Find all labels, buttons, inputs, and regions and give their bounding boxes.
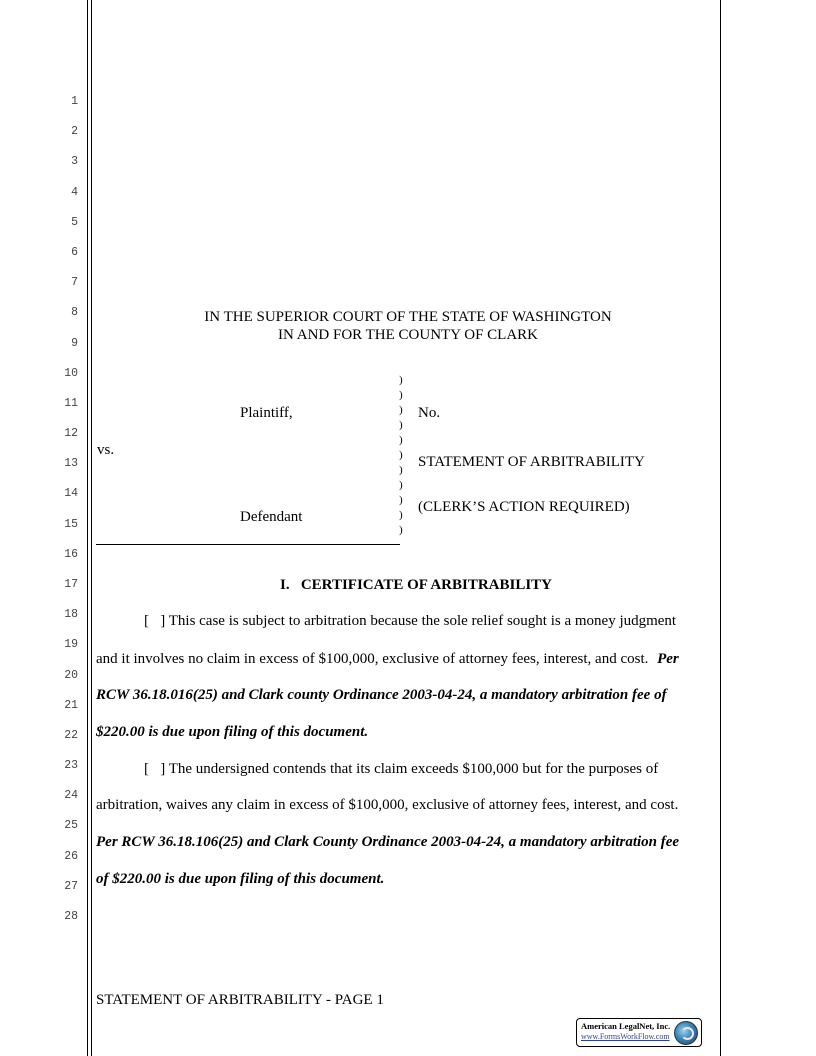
clerk-action-note: (CLERK’S ACTION REQUIRED): [418, 499, 630, 515]
caption-paren: ): [399, 479, 403, 491]
caption-paren: ): [399, 509, 403, 521]
line-number: 5: [71, 216, 78, 229]
option-1-text-line1: This case is subject to arbitration because the sole relief sought is a money judgment: [168, 613, 677, 629]
caption-paren: ): [399, 419, 403, 431]
line-number: 1: [71, 95, 78, 108]
case-number-label: No.: [418, 405, 441, 421]
court-county: IN AND FOR THE COUNTY OF CLARK: [277, 327, 539, 343]
line-number: 20: [64, 669, 78, 682]
caption-underline: [96, 544, 400, 545]
line-number: 19: [64, 638, 78, 651]
caption-paren: ): [399, 449, 403, 461]
vs-label: vs.: [97, 442, 115, 458]
page-footer: STATEMENT OF ARBITRABILITY - PAGE 1: [96, 992, 384, 1008]
option-1-fee-line4: $220.00 is due upon filing of this document.: [96, 724, 369, 740]
option-2-line2: arbitration, waives any claim in excess of $100,000, exclusive of attorney fees, interest, and cost.: [96, 797, 679, 813]
line-number: 3: [71, 155, 78, 168]
line-number: 6: [71, 246, 78, 259]
option-1-text-line2: and it involves no claim in excess of $100,000, exclusive of attorney fees, interest, and cost.: [96, 651, 649, 667]
plaintiff-label: Plaintiff,: [240, 405, 293, 421]
caption-paren: ): [399, 404, 403, 416]
option-2-fee-line4: of $220.00 is due upon filing of this document.: [96, 871, 385, 887]
line-number: 2: [71, 125, 78, 138]
american-legalnet-logo: [576, 1018, 702, 1047]
caption-paren: ): [399, 389, 403, 401]
caption-paren: ): [399, 374, 403, 386]
line-number: 11: [64, 397, 78, 410]
court-name: IN THE SUPERIOR COURT OF THE STATE OF WASHINGTON: [204, 309, 612, 325]
logo-company-name: American LegalNet, Inc.: [581, 1021, 671, 1031]
option-1-fee-per: Per: [657, 651, 679, 667]
line-number: 24: [64, 789, 78, 802]
caption-paren: ): [399, 524, 403, 536]
line-number: 27: [64, 880, 78, 893]
defendant-label: Defendant: [240, 509, 303, 525]
line-number: 15: [64, 518, 78, 531]
line-number: 18: [64, 608, 78, 621]
option-2-checkbox[interactable]: [ ]: [144, 761, 166, 777]
option-2-fee-line3: Per RCW 36.18.106(25) and Clark County Ordinance 2003-04-24, a mandatory arbitration fee: [96, 834, 680, 850]
caption-paren: ): [399, 464, 403, 476]
section-heading: I. CERTIFICATE OF ARBITRABILITY: [279, 577, 553, 593]
document-title: STATEMENT OF ARBITRABILITY: [418, 454, 645, 470]
line-number: 17: [64, 578, 78, 591]
line-number: 8: [71, 306, 78, 319]
line-number: 16: [64, 548, 78, 561]
line-number: 26: [64, 850, 78, 863]
arbitrability-option-2: [96, 760, 720, 778]
line-number: 4: [71, 186, 78, 199]
line-number: 25: [64, 819, 78, 832]
option-1-fee-line3: RCW 36.18.016(25) and Clark county Ordinance 2003-04-24, a mandatory arbitration fee of: [96, 687, 667, 703]
option-2-text-line1: The undersigned contends that its claim exceeds $100,000 but for the purposes of: [168, 761, 659, 777]
option-1-checkbox[interactable]: [ ]: [144, 613, 166, 629]
margin-rule-right: [720, 0, 721, 1056]
margin-rule-left-inner: [91, 0, 92, 1056]
line-number: 28: [64, 910, 78, 923]
margin-rule-left-outer: [87, 0, 88, 1056]
line-number: 7: [71, 276, 78, 289]
globe-icon: [674, 1021, 698, 1045]
line-number: 13: [64, 457, 78, 470]
caption-paren: ): [399, 494, 403, 506]
line-number: 9: [71, 337, 78, 350]
option-1-line2: [96, 650, 720, 668]
line-number: 22: [64, 729, 78, 742]
caption-paren: ): [399, 434, 403, 446]
line-number: 21: [64, 699, 78, 712]
line-number: 14: [64, 487, 78, 500]
line-number: 23: [64, 759, 78, 772]
arbitrability-option-1: [96, 612, 720, 630]
line-number: 10: [64, 367, 78, 380]
logo-url-link[interactable]: www.FormsWorkFlow.com: [581, 1032, 670, 1041]
line-number: 12: [64, 427, 78, 440]
